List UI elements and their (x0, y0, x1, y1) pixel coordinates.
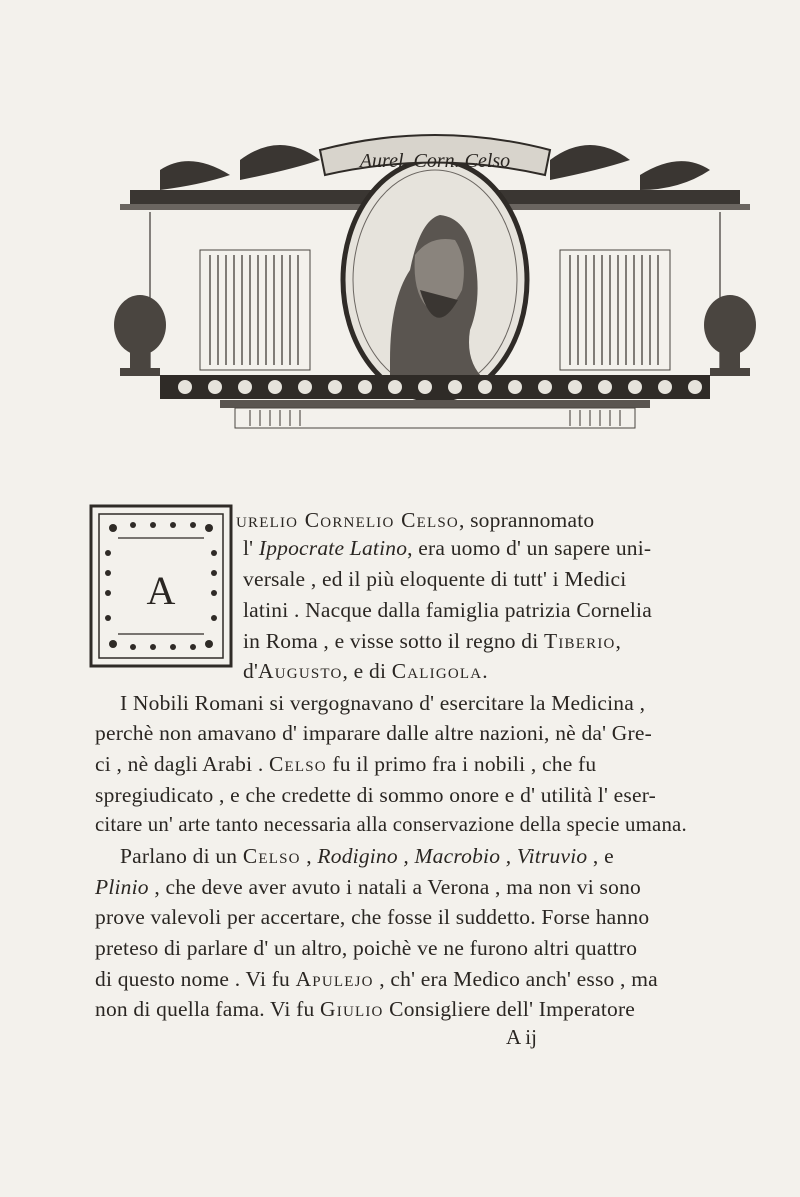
text-line-5: in Roma , e visse sotto il regno di Tiberio, (243, 629, 622, 653)
text-line-6: d'Augusto, e di Caligola. (243, 659, 488, 683)
paragraph-line-1: I Nobili Romani si vergognavano d' esercitare la Medicina , (120, 691, 646, 715)
paragraph-line-6: Parlano di un Celso , Rodigino , Macrobio , Vitruvio , e (120, 844, 614, 868)
paragraph-line-9: preteso di parlare d' un altro, poichè ve ne furono altri quattro (95, 936, 638, 960)
ornamental-dropcap-icon (88, 503, 234, 669)
paragraph-line-8: prove valevoli per accertare, che fosse il suddetto. Forse hanno (95, 905, 650, 929)
paragraph-line-11: non di quella fama. Vi fu Giulio Consigliere dell' Imperatore (95, 997, 636, 1021)
paragraph-line-4: spregiudicato , e che credette di sommo onore e d' utilità l' eser- (95, 783, 657, 807)
text-line-3: versale , ed il più eloquente di tutt' i Medici (243, 567, 627, 591)
signature-mark: A ij (506, 1025, 537, 1049)
engraved-headpiece (90, 100, 780, 440)
paragraph-line-2: perchè non amavano d' imparare dalle altre nazioni, nè da' Gre- (95, 721, 652, 745)
paragraph-line-10: di questo nome . Vi fu Apulejo , ch' era Medico anch' esso , ma (95, 967, 658, 991)
paragraph-line-3: ci , nè dagli Arabi . Celso fu il primo fra i nobili , che fu (95, 752, 597, 776)
urn-right-icon (704, 295, 756, 376)
text-line-4: latini . Nacque dalla famiglia patrizia Cornelia (243, 598, 652, 622)
text-line-1: urelio Cornelio Celso, soprannomato (236, 508, 595, 532)
text-line-2: l' Ippocrate Latino, era uomo d' un sapere uni- (243, 536, 652, 560)
medallion-caption: Aurel. Corn. Celso (359, 150, 511, 172)
paragraph-line-5: citare un' arte tanto necessaria alla conservazione della specie umana. (95, 813, 687, 836)
dropcap-letter: A (146, 568, 176, 613)
paragraph-line-7: Plinio , che deve aver avuto i natali a Verona , ma non vi sono (95, 875, 641, 899)
urn-left-icon (114, 295, 166, 376)
